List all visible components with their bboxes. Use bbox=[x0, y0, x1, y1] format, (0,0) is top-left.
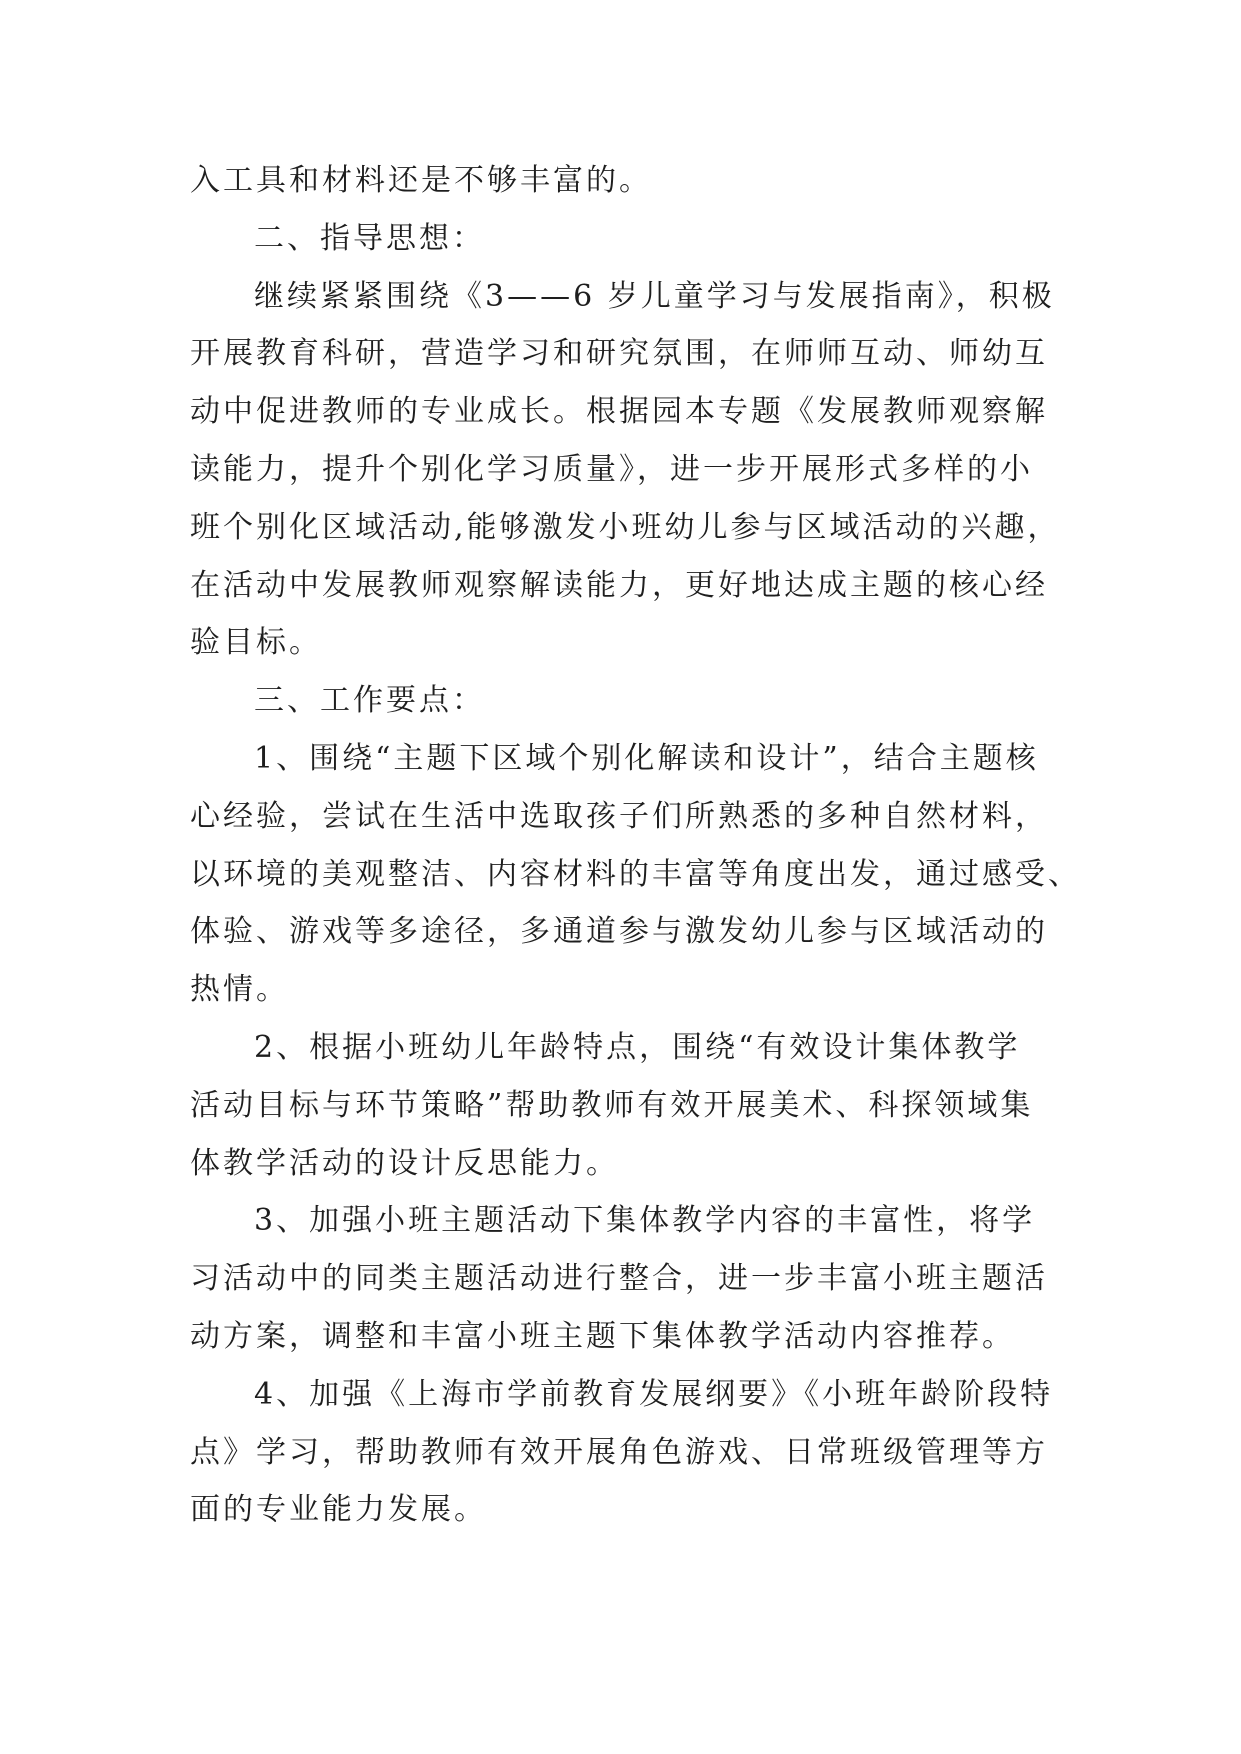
text-line: 点》学习，帮助教师有效开展角色游戏、日常班级管理等方 bbox=[190, 1434, 1048, 1470]
text-line: 1、围绕“主题下区域个别化解读和设计”，结合主题核 bbox=[254, 740, 1039, 776]
text-line: 继续紧紧围绕《3——6 岁儿童学习与发展指南》，积极 bbox=[254, 278, 1055, 314]
text-line: 热情。 bbox=[190, 972, 289, 1008]
text-line: 动方案，调整和丰富小班主题下集体教学活动内容推荐。 bbox=[190, 1318, 1015, 1354]
text-line: 班个别化区域活动,能够激发小班幼儿参与区域活动的兴趣， bbox=[190, 509, 1061, 545]
text-line: 心经验，尝试在生活中选取孩子们所熟悉的多种自然材料， bbox=[190, 798, 1048, 834]
text-line: 习活动中的同类主题活动进行整合，进一步丰富小班主题活 bbox=[190, 1261, 1048, 1297]
text-line: 3、加强小班主题活动下集体教学内容的丰富性，将学 bbox=[254, 1203, 1036, 1239]
text-line: 入工具和材料还是不够丰富的。 bbox=[190, 163, 652, 198]
text-line: 读能力，提升个别化学习质量》，进一步开展形式多样的小 bbox=[190, 451, 1033, 487]
text-line: 开展教育科研，营造学习和研究氛围，在师师互动、师幼互 bbox=[190, 336, 1048, 372]
text-line: 活动目标与环节策略”帮助教师有效开展美术、科探领域集 bbox=[190, 1087, 1034, 1123]
text-line: 体验、游戏等多途径，多通道参与激发幼儿参与区域活动的 bbox=[190, 914, 1048, 950]
section-heading: 二、指导思想： bbox=[254, 220, 485, 256]
text-line: 验目标。 bbox=[190, 625, 322, 661]
text-line: 体教学活动的设计反思能力。 bbox=[190, 1145, 619, 1181]
text-line: 动中促进教师的专业成长。根据园本专题《发展教师观察解 bbox=[190, 394, 1048, 430]
section-heading: 三、工作要点： bbox=[254, 683, 485, 719]
text-line: 以环境的美观整洁、内容材料的丰富等角度出发，通过感受、 bbox=[190, 856, 1081, 892]
body-text bbox=[190, 152, 1081, 1539]
text-line: 4、加强《上海市学前教育发展纲要》《小班年龄阶段特 bbox=[254, 1376, 1054, 1412]
text-line: 在活动中发展教师观察解读能力，更好地达成主题的核心经 bbox=[190, 567, 1048, 603]
text-line: 2、根据小班幼儿年龄特点，围绕“有效设计集体教学 bbox=[254, 1029, 1021, 1065]
text-line: 面的专业能力发展。 bbox=[190, 1492, 487, 1528]
